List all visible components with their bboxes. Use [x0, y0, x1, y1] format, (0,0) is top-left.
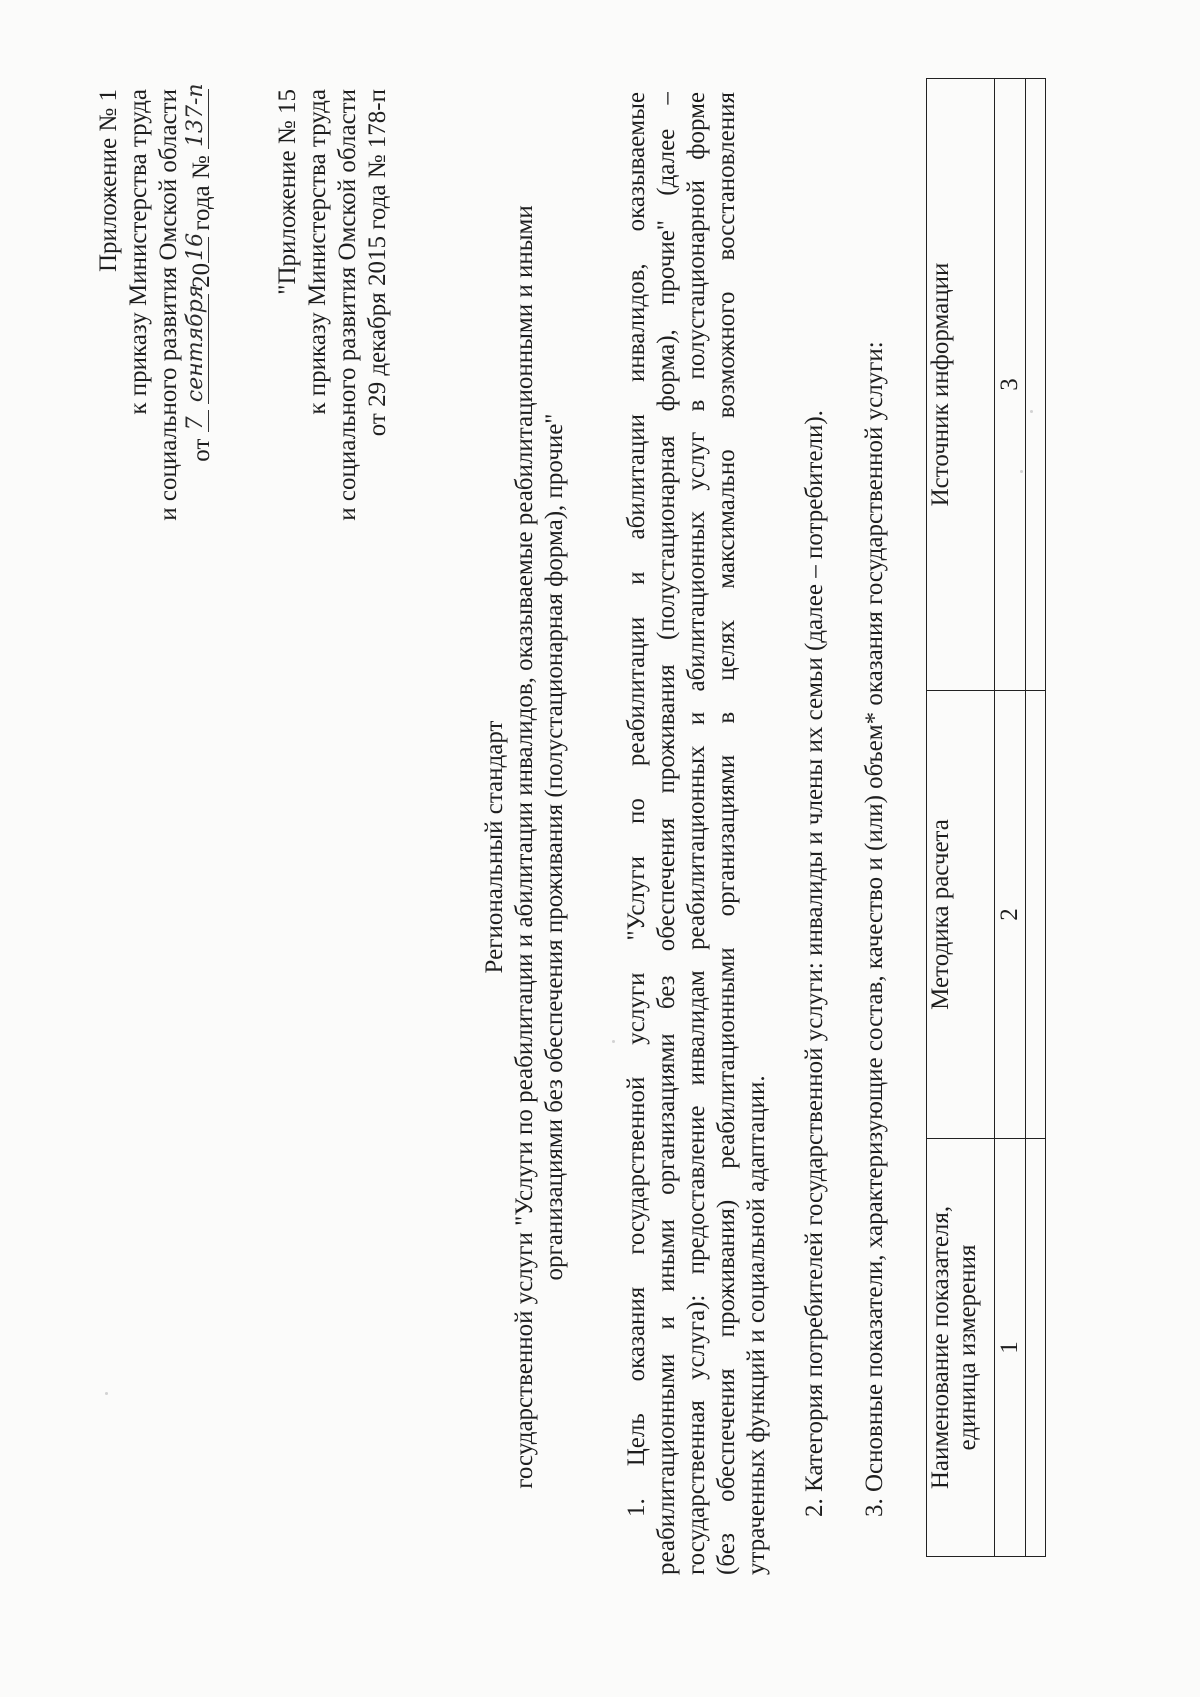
annex15-line1: "Приложение № 15 [274, 89, 301, 295]
title-line2: государственной услуги "Услуги по реабилитации и абилитации инвалидов, оказываемые реабилитационными и иными [511, 205, 538, 1489]
table-header-cell: Источник информации [927, 79, 995, 691]
annex1-date-line: от 7 сентября 20 16 года № 137-п [183, 83, 215, 462]
table-number-cell: 2 [995, 691, 1026, 1139]
paragraph-1-line: государственная услуга): предоставление инвалидам реабилитационных и абилитационных услуг в полустационарной форме [683, 92, 710, 1575]
paragraph-1-line: 1. Цель оказания государственной услуги "Услуги по реабилитации и абилитации инвалидов, оказываемые [623, 92, 650, 1517]
table-empty-cell [1026, 1139, 1046, 1557]
title-line1: Региональный стандарт [481, 720, 508, 974]
annex15-line2: к приказу Министерства труда [304, 89, 331, 415]
paragraph-2: 2. Категория потребителей государственной услуги: инвалиды и члены их семьи (далее – потребители). [801, 410, 828, 1517]
table-empty-row [1026, 79, 1046, 1557]
table-empty-cell [1026, 79, 1046, 691]
annex1-line3: и социального развития Омской области [155, 89, 182, 521]
table-number-row [995, 79, 1026, 1557]
annex15-line4: от 29 декабря 2015 года № 178-п [364, 89, 391, 437]
annex15-line3: и социального развития Омской области [334, 89, 361, 521]
paragraph-1-line: утраченных функций и социальной адаптации. [743, 1075, 770, 1575]
paragraph-3: 3. Основные показатели, характеризующие состав, качество и (или) объем* оказания государственной услуги: [861, 341, 888, 1517]
table-header-cell: Наименование показателя, единица измерения [927, 1139, 995, 1557]
table-header-row [927, 79, 995, 1557]
indicators-table [926, 78, 1046, 1557]
title-line3: организациями без обеспечения проживания (полустационарная форма), прочие" [541, 413, 568, 1281]
annex1-line1: Приложение № 1 [95, 89, 122, 273]
paragraph-1-line: (без обеспечения проживания) реабилитационными организациями в целях максимально возможного восстановления [713, 92, 740, 1575]
table-empty-cell [1026, 691, 1046, 1139]
paragraph-1-line: реабилитационными и иными организациями без обеспечения проживания (полустационарная форма), прочие" (далее – [653, 92, 680, 1575]
table-header-cell: Методика расчета [927, 691, 995, 1139]
table-number-cell: 1 [995, 1139, 1026, 1557]
annex1-line2: к приказу Министерства труда [125, 89, 152, 415]
handwritten-year: 16 [183, 232, 208, 261]
handwritten-month: сентября [183, 284, 208, 403]
table-number-cell: 3 [995, 79, 1026, 691]
handwritten-day: 7 [183, 416, 208, 431]
handwritten-number: 137-п [183, 83, 208, 147]
